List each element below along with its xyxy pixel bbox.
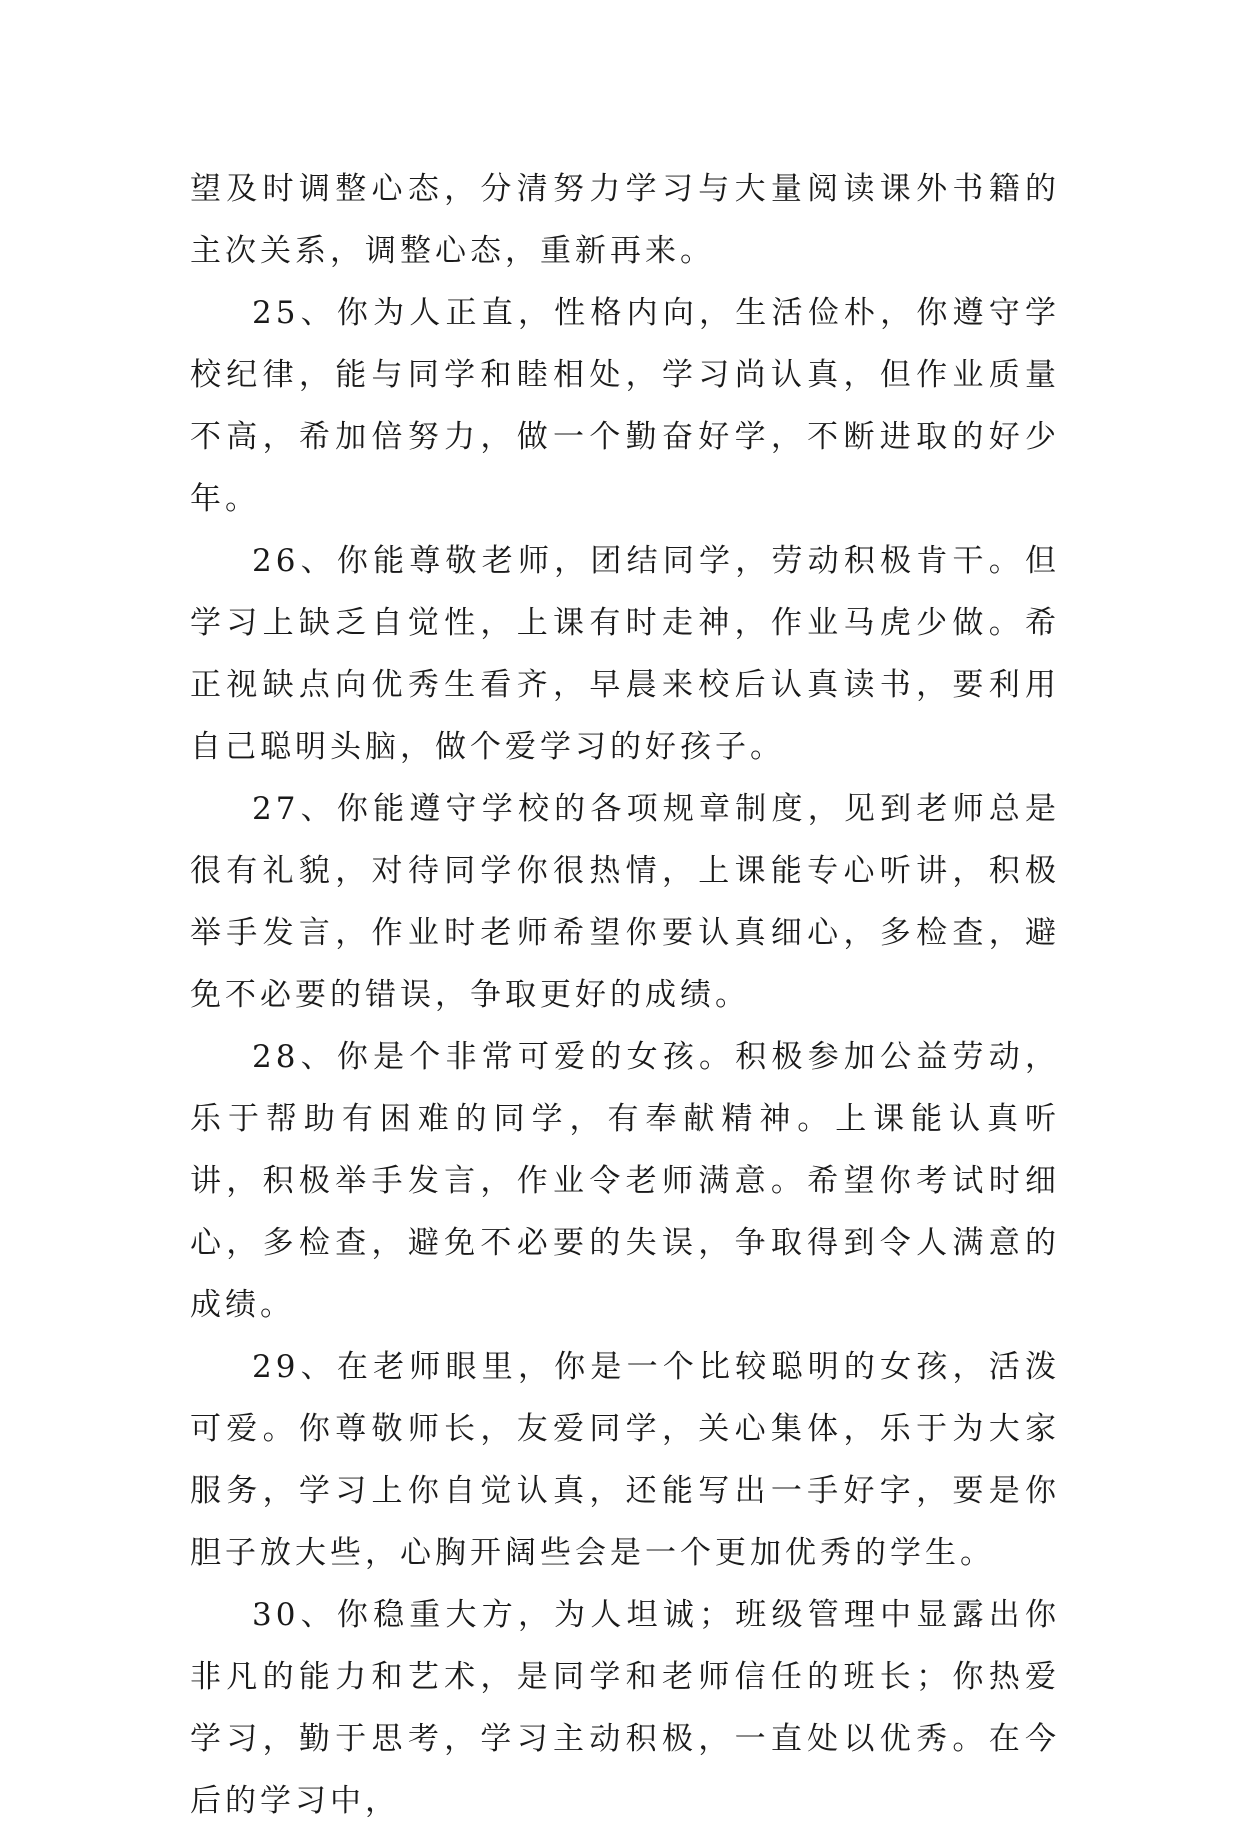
document-body bbox=[190, 158, 1060, 1832]
paragraph-continuation: 望及时调整心态，分清努力学习与大量阅读课外书籍的主次关系，调整心态，重新再来。 bbox=[190, 171, 1060, 269]
paragraph-comment-30: 30、你稳重大方，为人坦诚；班级管理中显露出你非凡的能力和艺术，是同学和老师信任的班长；你热爱学习，勤于思考，学习主动积极，一直处以优秀。在今后的学习中， bbox=[190, 1597, 1060, 1819]
paragraph-comment-29: 29、在老师眼里，你是一个比较聪明的女孩，活泼可爱。你尊敬师长，友爱同学，关心集体，乐于为大家服务，学习上你自觉认真，还能写出一手好字，要是你胆子放大些，心胸开阔些会是一个更加优秀的学生。 bbox=[190, 1349, 1060, 1571]
paragraph-comment-25: 25、你为人正直，性格内向，生活俭朴，你遵守学校纪律，能与同学和睦相处，学习尚认真，但作业质量不高，希加倍努力，做一个勤奋好学，不断进取的好少年。 bbox=[190, 295, 1060, 517]
paragraph-comment-26: 26、你能尊敬老师，团结同学，劳动积极肯干。但学习上缺乏自觉性，上课有时走神，作业马虎少做。希正视缺点向优秀生看齐，早晨来校后认真读书，要利用自己聪明头脑，做个爱学习的好孩子。 bbox=[190, 543, 1060, 765]
paragraph-comment-27: 27、你能遵守学校的各项规章制度，见到老师总是很有礼貌，对待同学你很热情，上课能专心听讲，积极举手发言，作业时老师希望你要认真细心，多检查，避免不必要的错误，争取更好的成绩。 bbox=[190, 791, 1060, 1013]
paragraph-comment-28: 28、你是个非常可爱的女孩。积极参加公益劳动，乐于帮助有困难的同学，有奉献精神。上课能认真听讲，积极举手发言，作业令老师满意。希望你考试时细心，多检查，避免不必要的失误，争取得到令人满意的成绩。 bbox=[190, 1039, 1060, 1323]
